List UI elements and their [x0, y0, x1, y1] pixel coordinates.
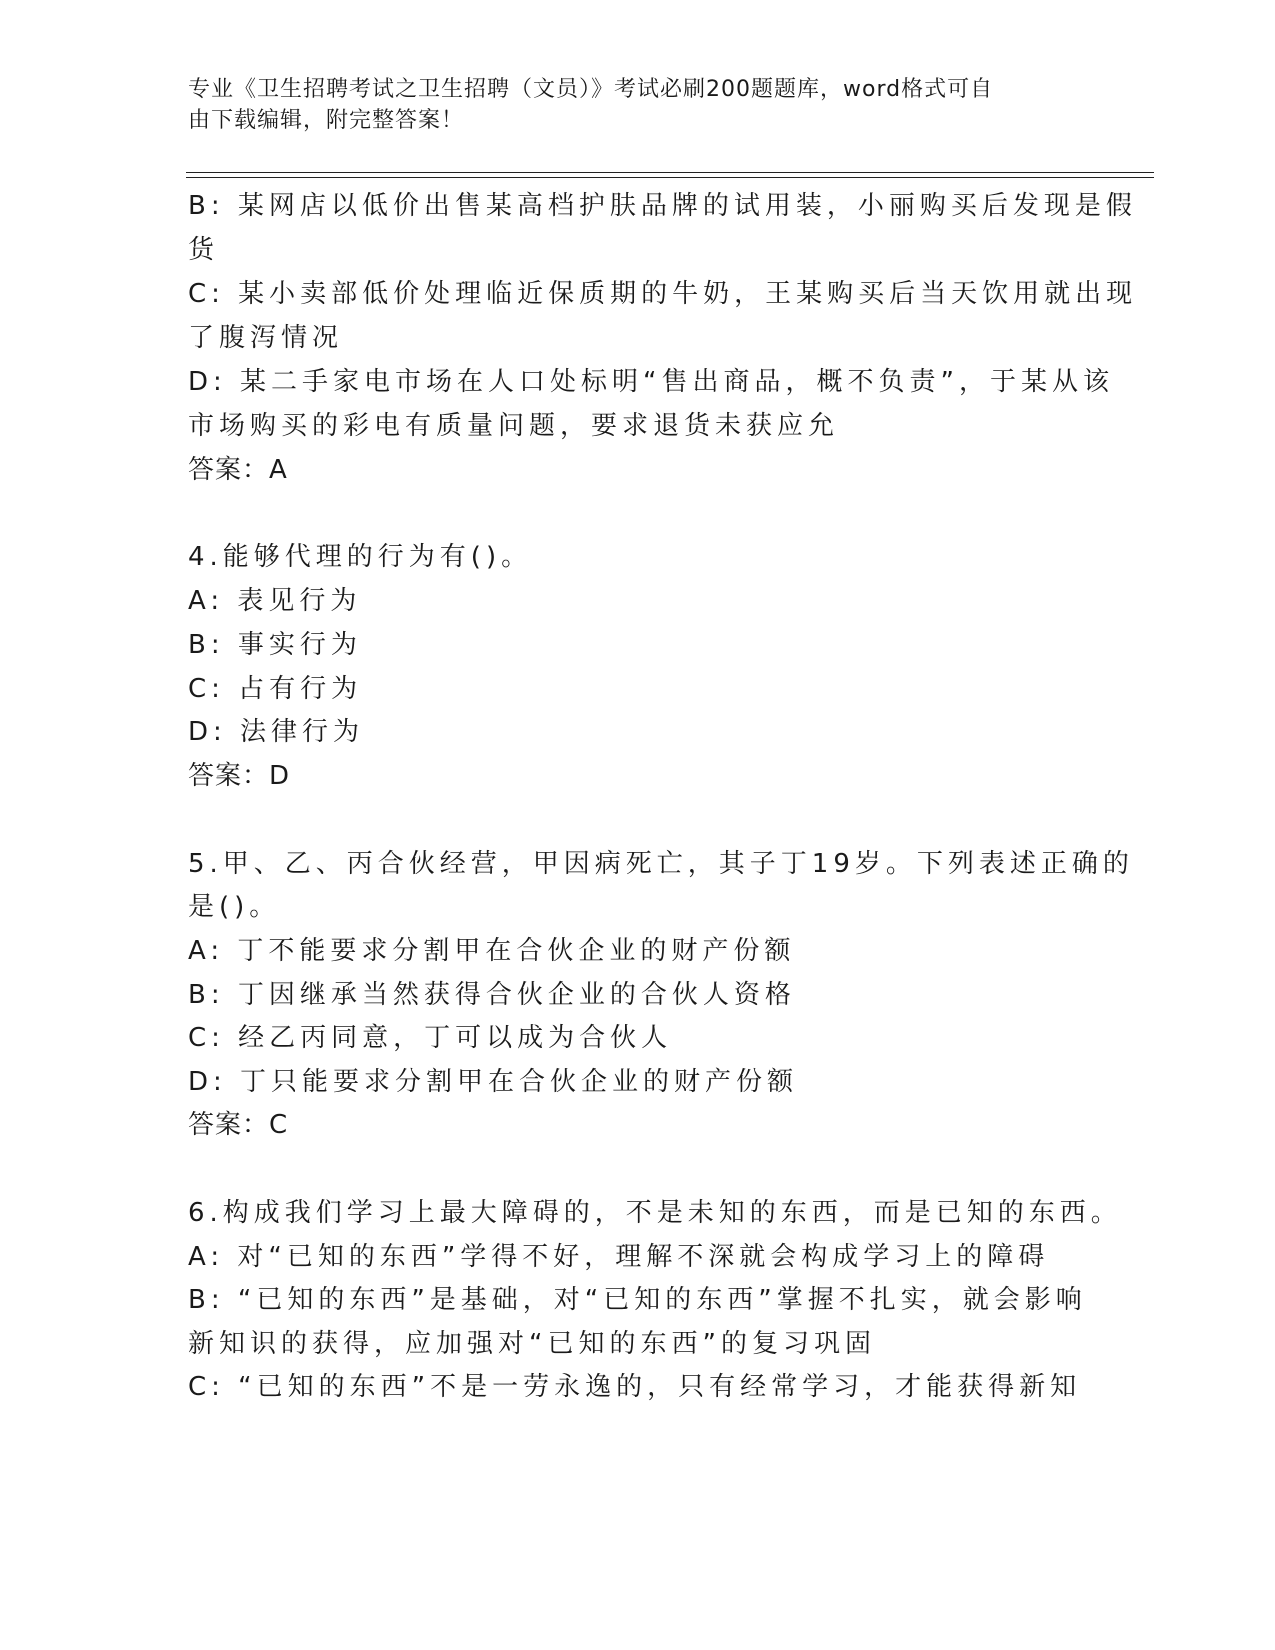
- q3-option-d-line2: 市场购买的彩电有质量问题，要求退货未获应允: [188, 411, 840, 441]
- q3-answer: 答案：A: [188, 455, 288, 485]
- q5-option-c: C: 经乙丙同意，丁可以成为合伙人: [188, 1023, 673, 1053]
- q3-option-d-line1: D: 某二手家电市场在人口处标明“售出商品，概不负责”，于某从该: [188, 367, 1114, 397]
- q5-stem-line1: 5.甲、乙、丙合伙经营，甲因病死亡，其子丁19岁。下列表述正确的: [188, 849, 1134, 879]
- q4-option-c: C: 占有行为: [188, 674, 363, 704]
- q3-option-c-line2: 了腹泻情况: [188, 323, 344, 353]
- q5-option-b: B: 丁因继承当然获得合伙企业的合伙人资格: [188, 980, 796, 1010]
- q6-option-b-line1: B: “已知的东西”是基础，对“已知的东西”掌握不扎实，就会影响: [188, 1285, 1087, 1315]
- header-rule-bottom: [186, 177, 1154, 178]
- header-rule-top: [186, 172, 1154, 173]
- q5-option-d: D: 丁只能要求分割甲在合伙企业的财产份额: [188, 1067, 799, 1097]
- q4-option-a: A: 表见行为: [188, 586, 362, 616]
- q6-option-a: A: 对“已知的东西”学得不好，理解不深就会构成学习上的障碍: [188, 1242, 1050, 1272]
- q6-option-c-line1: C: “已知的东西”不是一劳永逸的，只有经常学习，才能获得新知: [188, 1372, 1082, 1402]
- q3-option-b-line1: B: 某网店以低价出售某高档护肤品牌的试用装，小丽购买后发现是假: [188, 191, 1137, 221]
- q4-stem: 4.能够代理的行为有()。: [188, 542, 533, 572]
- header-line-1: 专业《卫生招聘考试之卫生招聘（文员）》考试必刷200题题库，word格式可自: [188, 77, 994, 102]
- q3-option-b-line2: 货: [188, 235, 220, 265]
- q4-option-b: B: 事实行为: [188, 630, 362, 660]
- header-line-2: 由下载编辑，附完整答案！: [188, 108, 465, 133]
- q5-answer: 答案：C: [188, 1110, 289, 1140]
- q4-option-d: D: 法律行为: [188, 717, 365, 747]
- q4-answer: 答案：D: [188, 761, 291, 791]
- q5-stem-line2: 是()。: [188, 892, 281, 922]
- document-header: [188, 74, 1068, 136]
- q6-stem: 6.构成我们学习上最大障碍的，不是未知的东西，而是已知的东西。: [188, 1198, 1122, 1228]
- q5-option-a: A: 丁不能要求分割甲在合伙企业的财产份额: [188, 936, 796, 966]
- q6-option-b-line2: 新知识的获得，应加强对“已知的东西”的复习巩固: [188, 1329, 876, 1359]
- q3-option-c-line1: C: 某小卖部低价处理临近保质期的牛奶，王某购买后当天饮用就出现: [188, 279, 1138, 309]
